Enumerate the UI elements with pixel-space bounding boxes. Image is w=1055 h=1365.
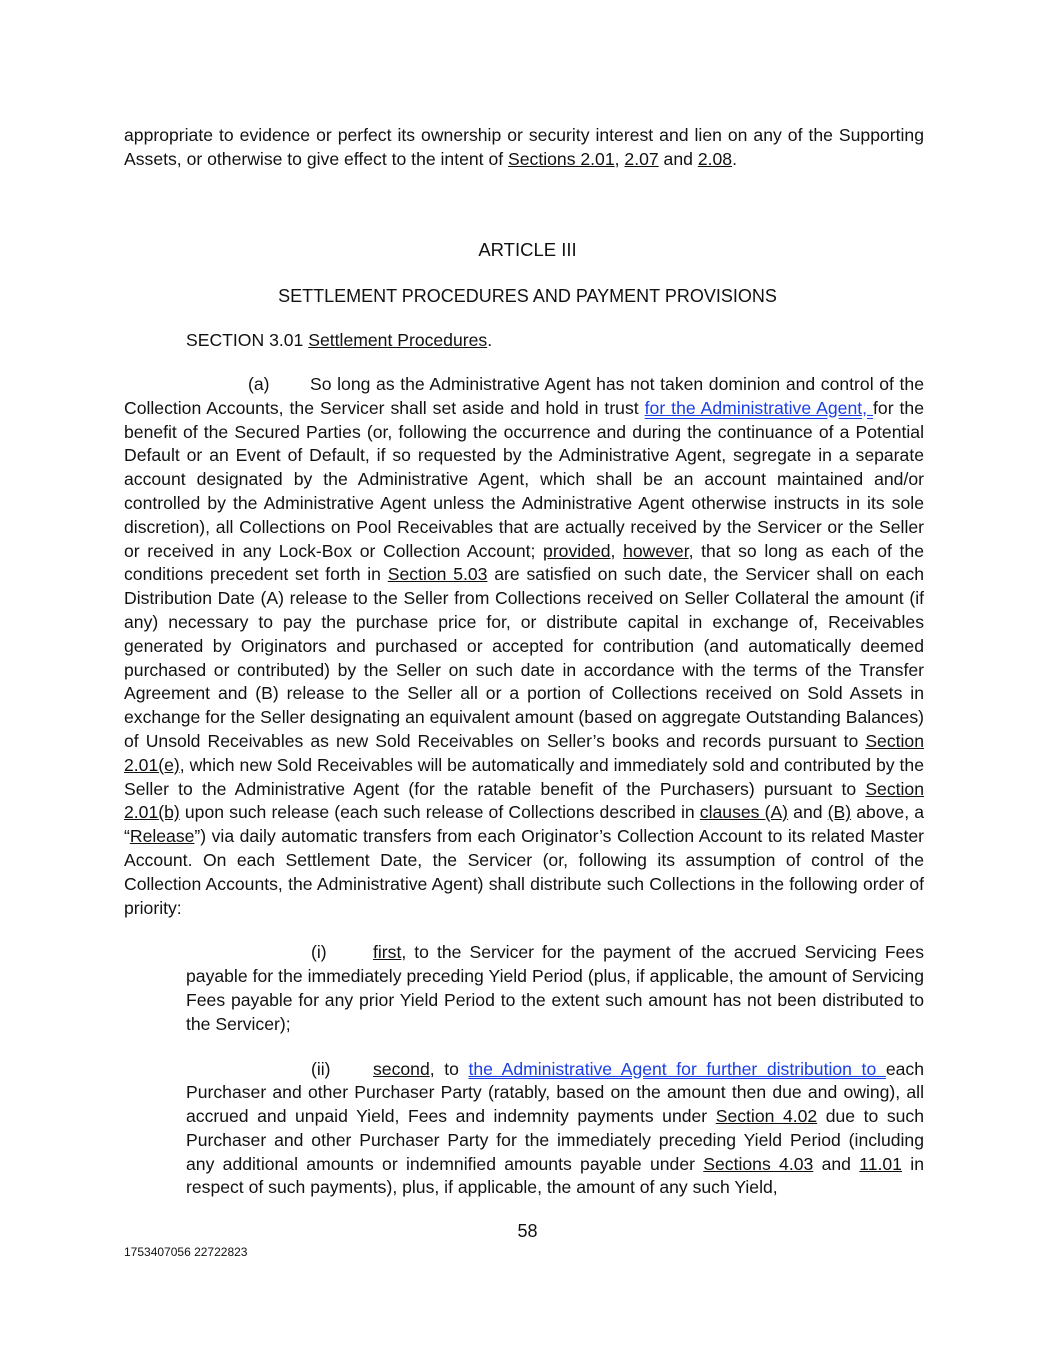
text-run: , [614, 148, 625, 169]
cross-reference: 11.01 [859, 1153, 902, 1174]
text-run: SECTION 3.01 [186, 330, 309, 351]
text-run: in respect of such payments), plus, if applicable, the amount of any such Yield, [186, 1153, 924, 1198]
cross-reference: Section 5.03 [387, 564, 488, 585]
cross-reference: 2.08 [697, 148, 733, 169]
text-run: each Purchaser and other Purchaser Party (ratably, based on the amount then due and owing), all accrued and unpaid Yield, Fees and indemnity payments under [186, 1058, 924, 1127]
text-run: and [813, 1153, 860, 1174]
article-heading: SETTLEMENT PROCEDURES AND PAYMENT PROVISIONS [278, 286, 777, 307]
text-run: ”) via daily automatic transfers from each Originator’s Collection Account to its related Master Account. On each Settlement Date, the Servicer (or, following its assumption of control of the Collection Accounts, the Administrative Agent) shall distribute such Collections in the following order of priority: [124, 826, 924, 918]
cross-reference: first [373, 942, 402, 963]
paragraph-i [186, 941, 924, 1036]
paragraph-i-text [186, 942, 924, 1033]
text-run: due to such Purchaser and other Purchaser Party for the immediately preceding Yield Period (including any additional amounts or indemnified amounts payable under [186, 1106, 924, 1174]
cross-reference: Section 2.01(e) [124, 730, 924, 775]
text-run: are satisfied on such date, the Servicer shall on each Distribution Date (A) release to the Seller from Collections received on Seller Collateral the amount (if any) necessary to pay the purchase price for, or distribute capital in exchange of, Receivables generated by Originators and purchased or accepted for contribution (and automatically deemed purchased or contributed) by the Seller on such date in accordance with the terms of the Transfer Agreement and (B) release to the Seller all or a portion of Collections received on Sold Assets in exchange for the Seller designating an equivalent amount (based on aggregate Outstanding Balances) of Unsold Receivables as new Sold Receivables on Seller’s books and records pursuant to [124, 564, 924, 751]
paragraph-a-label: (a) [248, 373, 270, 394]
paragraph-ii-text [186, 1059, 924, 1198]
cross-reference: however [623, 540, 689, 561]
paragraph-i-label: (i) [311, 942, 327, 963]
text-run: and [788, 802, 828, 823]
text-run: upon such release (each such release of Collections described in [179, 802, 700, 823]
article-title: ARTICLE III [478, 238, 577, 260]
inline-link[interactable]: for the Administrative Agent, [644, 397, 874, 418]
cross-reference: Section 4.02 [715, 1106, 818, 1127]
text-run: above, a “ [124, 802, 924, 847]
paragraph-ii [186, 1058, 924, 1201]
cross-reference: Sections 4.03 [703, 1153, 814, 1174]
page-number: 58 [517, 1221, 538, 1242]
text-run: and [658, 148, 698, 169]
text-run: . [732, 148, 737, 169]
section-heading [186, 329, 886, 353]
paragraph-a-text [124, 374, 924, 918]
text-run: . [487, 330, 493, 351]
cross-reference: clauses (A) [699, 802, 789, 823]
text-run: So long as the Administrative Agent has not taken dominion and control of the Collection Accounts, the Servicer shall set aside and hold in trust [124, 373, 924, 418]
cross-reference: Settlement Procedures [308, 330, 488, 351]
document-id: 1753407056 22722823 [124, 1245, 248, 1260]
text-run: appropriate to evidence or perfect its ownership or security interest and lien on any of the Supporting Assets, or otherwise to give effect to the intent of [124, 125, 924, 169]
cross-reference: Release [129, 826, 195, 847]
text-run: for the benefit of the Secured Parties (or, following the occurrence and during the continuance of a Potential Default or an Event of Default, if so requested by the Administrative Agent, segregate in a separate account designated by the Administrative Agent, which shall be an account maintained and/or controlled by the Administrative Agent unless the Administrative Agent otherwise instructs in its sole discretion), all Collections on Pool Receivables that are actually received by the Servicer or the Seller or received in any Lock-Box or Collection Account; [124, 397, 924, 561]
cross-reference: Sections 2.01 [508, 148, 615, 169]
inline-link[interactable]: the Administrative Agent for further distribution to [468, 1058, 886, 1079]
cross-reference: second [373, 1058, 430, 1079]
cross-reference: provided [543, 540, 611, 561]
cross-reference: (B) [827, 802, 852, 823]
cross-reference: 2.07 [624, 148, 659, 169]
cross-reference: Section 2.01(b) [124, 778, 924, 823]
paragraph-a [124, 373, 924, 920]
carryover-paragraph [124, 124, 924, 172]
text-run: , that so long as each of the conditions precedent set forth in [124, 540, 924, 585]
text-run: , to [429, 1058, 469, 1079]
text-run: , [610, 540, 624, 561]
text-run: , which new Sold Receivables will be automatically and immediately sold and contributed by the Seller to the Administrative Agent (for the ratable benefit of the Purchasers) pursuant to [124, 754, 924, 799]
paragraph-ii-label: (ii) [311, 1058, 331, 1079]
text-run: , to the Servicer for the payment of the accrued Servicing Fees payable for the immediately preceding Yield Period (plus, if applicable, the amount of Servicing Fees payable for any prior Yield Period to the extent such amount has not been distributed to the Servicer); [186, 942, 924, 1034]
